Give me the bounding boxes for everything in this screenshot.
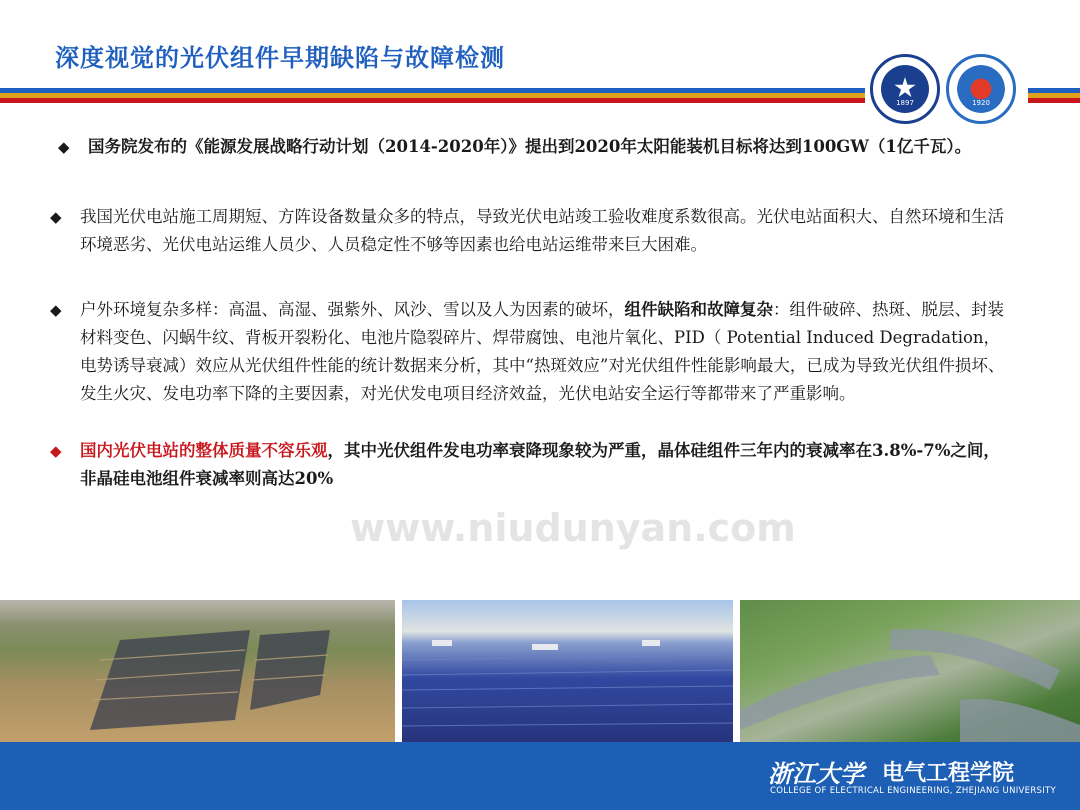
bullet-item bbox=[50, 437, 1010, 493]
header-stripe-right-red bbox=[1028, 98, 1080, 103]
bullet-text-post: ，其中光伏组件发电功率衰降现象较为严重，晶体硅组件三年内的衰减率在3.8%-7%之间，非晶硅电池组件衰减率则高达20% bbox=[80, 441, 1000, 488]
solar-farm-field-photo bbox=[0, 600, 395, 742]
bullet-text-pre: 户外环境复杂多样：高温、高湿、强紫外、风沙、雪以及人为因素的破坏， bbox=[80, 300, 625, 319]
logo-year: 1897 bbox=[896, 99, 914, 107]
diamond-bullet-icon: ◆ bbox=[58, 138, 70, 156]
solar-farm-hillside-photo bbox=[740, 600, 1080, 742]
solar-farm-desert-photo bbox=[402, 600, 733, 742]
university-brand: 浙江大学 bbox=[768, 759, 864, 788]
bullet-item bbox=[58, 133, 978, 161]
bullet-text: 我国光伏电站施工周期短、方阵设备数量众多的特点，导致光伏电站竣工验收难度系数很高。光伏电站面积大、自然环境和生活环境恶劣、光伏电站运维人员少、人员稳定性不够等因素也给电站运维带来巨大困难。 bbox=[80, 207, 1004, 254]
header-stripe-red bbox=[0, 98, 865, 103]
college-name-english: COLLEGE OF ELECTRICAL ENGINEERING, ZHEJIANG UNIVERSITY bbox=[770, 786, 1057, 796]
watermark: www.niudunyan.com bbox=[350, 506, 796, 550]
bullet-text: 国务院发布的《能源发展战略行动计划（2014-2020年）》提出到2020年太阳能装机目标将达到100GW（1亿千瓦）。 bbox=[88, 137, 972, 156]
bullet-text-highlight: 国内光伏电站的整体质量不容乐观 bbox=[80, 441, 328, 460]
diamond-bullet-icon: ◆ bbox=[50, 442, 62, 460]
diamond-bullet-icon: ◆ bbox=[50, 208, 62, 226]
logo-year: 1920 bbox=[972, 99, 990, 107]
star-icon bbox=[894, 77, 916, 99]
page-title: 深度视觉的光伏组件早期缺陷与故障检测 bbox=[55, 44, 505, 72]
bullet-item bbox=[50, 296, 1010, 408]
college-name: 电气工程学院 bbox=[882, 761, 1015, 786]
bullet-text-post: ：组件破碎、热斑、脱层、封装材料变色、闪蜗牛纹、背板开裂粉化、电池片隐裂碎片、焊带腐蚀、电池片氧化、PID（ Potential Induced Degradation，电势诱导衰减）效应从光伏组件性能的统计数据来分析，其中“热斑效应”对光伏组件性能影响最大，已成为导致光伏组件损坏、发生火灾、发电功率下降的主要因素，对光伏发电项目经济效益，光伏电站安全运行等都带来了严重影响。 bbox=[80, 300, 1005, 403]
bullet-text-emphasis: 组件缺陷和故障复杂 bbox=[624, 300, 773, 319]
college-logo bbox=[946, 54, 1016, 124]
zhejiang-university-logo bbox=[870, 54, 940, 124]
diamond-bullet-icon: ◆ bbox=[50, 301, 62, 319]
bullet-text bbox=[80, 437, 1010, 493]
bullet-text bbox=[80, 296, 1010, 408]
bullet-item bbox=[50, 203, 1010, 259]
